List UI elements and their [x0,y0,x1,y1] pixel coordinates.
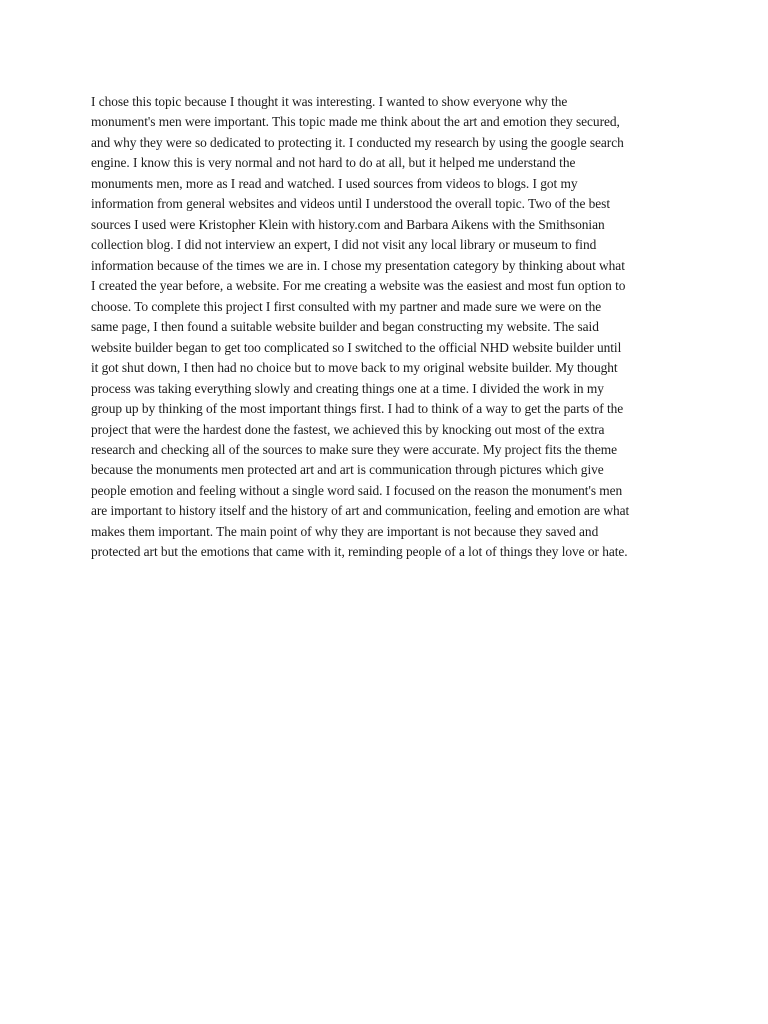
text-line: I chose this topic because I thought it was interesting. I wanted to show everyone why the [91,94,568,109]
text-line: are important to history itself and the history of art and communication, feeling and emotion are what [91,503,630,519]
document-body-paragraph [91,92,691,563]
text-line: choose. To complete this project I first consulted with my partner and made sure we were on the [91,298,602,314]
text-line: monument's men were important. This topic made me think about the art and emotion they secured, [91,114,620,130]
text-line: and why they were so dedicated to protecting it. I conducted my research by using the google search [91,134,624,150]
text-line: monuments men, more as I read and watched. I used sources from videos to blogs. I got my [91,175,578,191]
text-line: it got shut down, I then had no choice but to move back to my original website builder. My thought [91,360,618,376]
text-line: information because of the times we are in. I chose my presentation category by thinking about what [91,257,625,273]
text-line: research and checking all of the sources to make sure they were accurate. My project fits the theme [91,441,617,457]
text-line: process was taking everything slowly and creating things one at a time. I divided the work in my [91,380,604,396]
text-line: makes them important. The main point of why they are important is not because they saved and [91,523,599,539]
text-line: protected art but the emotions that came with it, reminding people of a lot of things they love or hate. [91,544,628,560]
text-line: because the monuments men protected art and art is communication through pictures which give [91,462,604,478]
text-line: information from general websites and videos until I understood the overall topic. Two of the best [91,196,611,212]
text-line: collection blog. I did not interview an expert, I did not visit any local library or museum to find [91,237,597,253]
text-line: project that were the hardest done the fastest, we achieved this by knocking out most of the extra [91,421,605,437]
text-line: group up by thinking of the most important things first. I had to think of a way to get the parts of the [91,401,624,417]
text-line: engine. I know this is very normal and not hard to do at all, but it helped me understand the [91,155,576,171]
text-line: same page, I then found a suitable website builder and began constructing my website. The said [91,319,599,335]
text-line: people emotion and feeling without a single word said. I focused on the reason the monument's men [91,482,623,498]
text-line: website builder began to get too complicated so I switched to the official NHD website builder until [91,339,622,355]
text-line: sources I used were Kristopher Klein with history.com and Barbara Aikens with the Smithsonian [91,216,605,232]
text-line: I created the year before, a website. For me creating a website was the easiest and most fun option to [91,278,626,294]
